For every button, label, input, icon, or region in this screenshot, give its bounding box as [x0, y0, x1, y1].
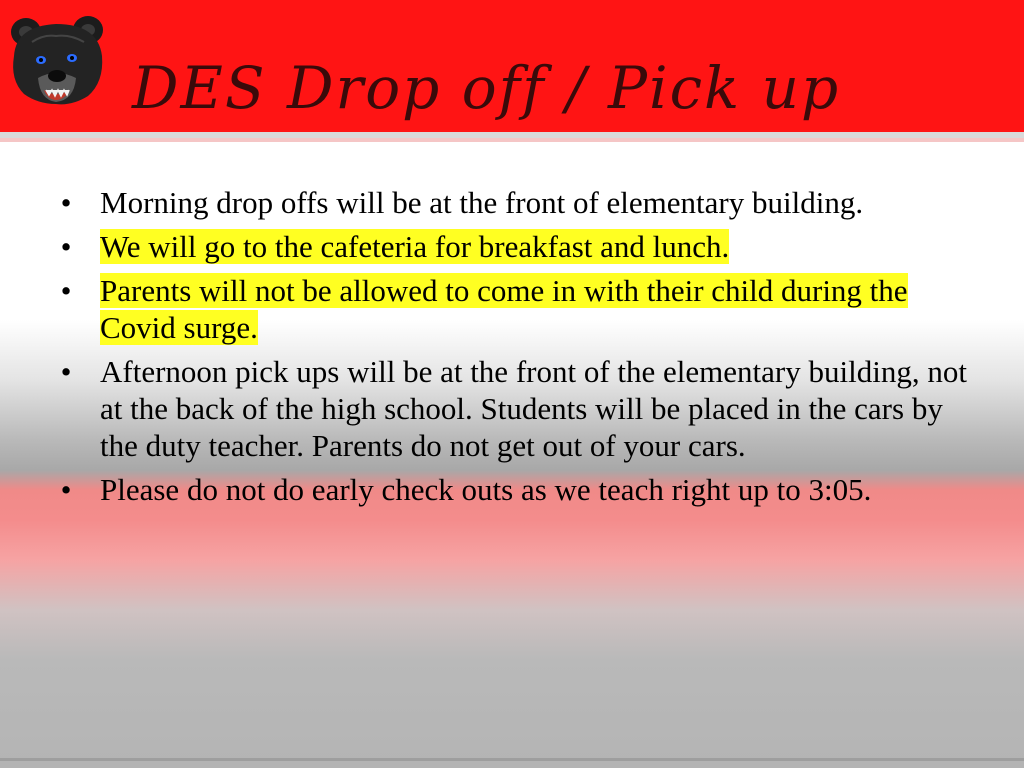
- list-item: [56, 228, 986, 265]
- bullet-marker: •: [60, 185, 72, 220]
- bullet-text: Morning drop offs will be at the front of elementary building.: [100, 185, 864, 220]
- bullet-text-highlighted: Parents will not be allowed to come in with their child during the Covid surge.: [100, 273, 908, 345]
- banner-divider-accent: [0, 138, 1024, 142]
- slide-title: DES Drop off / Pick up: [132, 54, 841, 122]
- bullet-text-highlighted: We will go to the cafeteria for breakfast and lunch.: [100, 229, 730, 264]
- list-item: [56, 184, 986, 221]
- bullet-marker: •: [60, 229, 72, 264]
- bullet-marker: •: [60, 354, 72, 389]
- bullet-marker: •: [60, 472, 72, 507]
- bullet-list: [56, 184, 986, 515]
- bullet-text: Please do not do early check outs as we teach right up to 3:05.: [100, 472, 872, 507]
- bullet-marker: •: [60, 273, 72, 308]
- bullet-text: Afternoon pick ups will be at the front of the elementary building, not at the back of the high school. Students will be placed in the cars by the duty teacher. Parents do not get out of your cars.: [100, 354, 967, 463]
- list-item: [56, 353, 986, 464]
- bear-mascot-icon: [4, 12, 108, 108]
- list-item: [56, 272, 986, 346]
- list-item: [56, 471, 986, 508]
- footer-rule: [0, 758, 1024, 761]
